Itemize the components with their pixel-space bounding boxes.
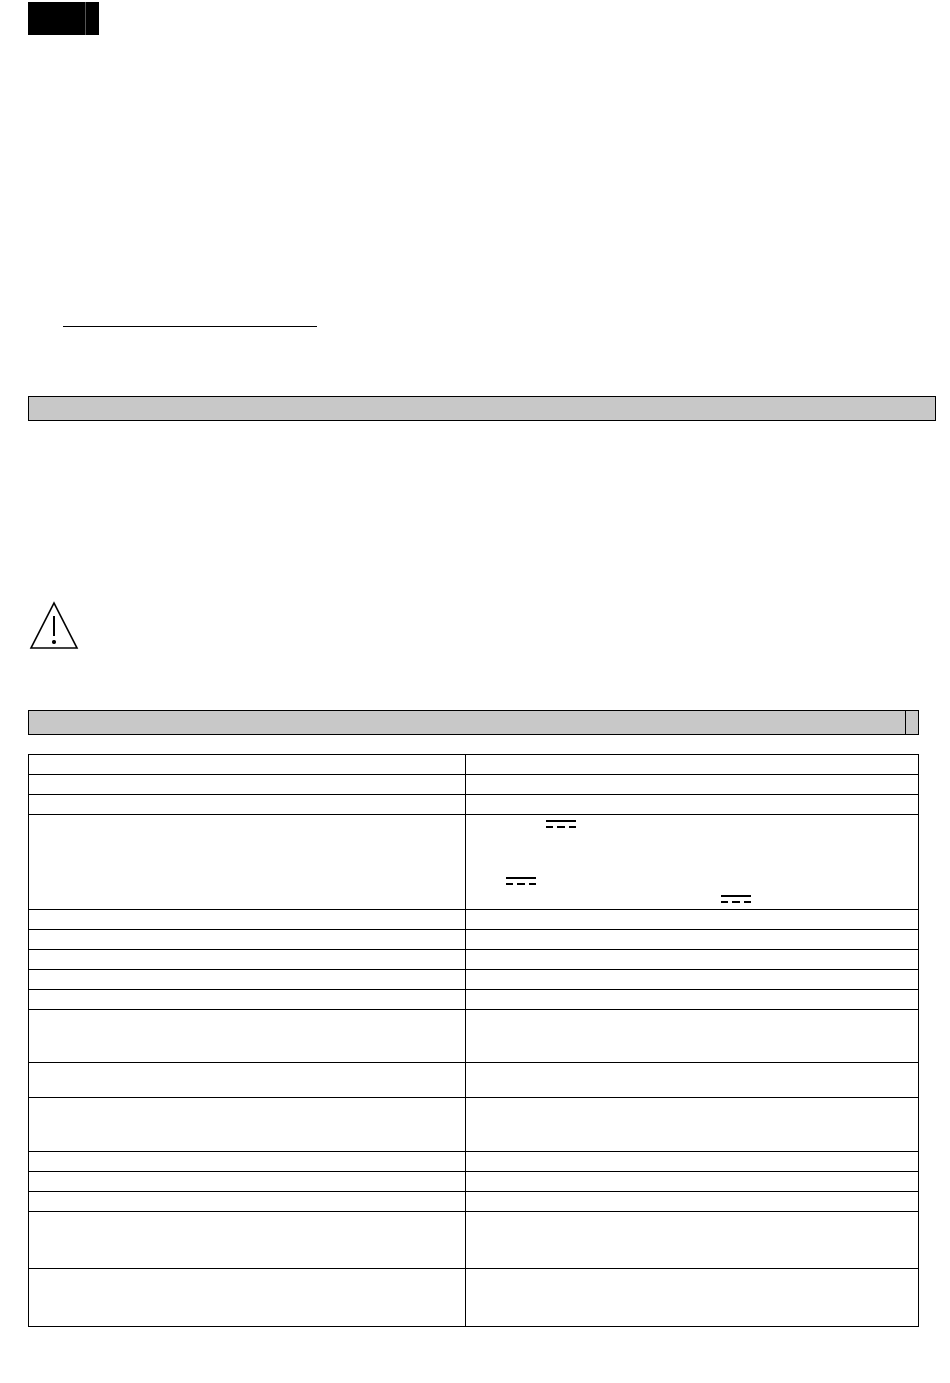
table-row [29,930,919,950]
section-header-bar [28,396,936,421]
direct-current-symbol-icon [546,819,576,829]
spec-label [29,795,466,815]
table-row [29,755,919,775]
direct-current-symbol-icon [721,894,751,904]
spec-value [466,950,919,970]
warning-triangle-icon [29,601,79,651]
spec-label [29,815,466,910]
spec-value [466,910,919,930]
spec-value [466,1098,919,1152]
spec-value [466,1063,919,1098]
spec-label [29,1010,466,1063]
spec-value [466,930,919,950]
table-row [29,1172,919,1192]
spec-value [466,1010,919,1063]
specifications-table [28,754,919,1327]
table-row [29,1192,919,1212]
table-row [29,910,919,930]
table-row [29,970,919,990]
table-row [29,1098,919,1152]
table-row [29,775,919,795]
specifications-header-bar [28,710,919,735]
page-corner-marker [28,2,99,35]
spec-value [466,1192,919,1212]
table-row [29,990,919,1010]
footnote-divider [63,326,317,327]
spec-value [466,1269,919,1327]
spec-value [466,1172,919,1192]
spec-label [29,1269,466,1327]
spec-label [29,1063,466,1098]
spec-value [466,815,919,910]
table-row [29,795,919,815]
spec-label [29,1152,466,1172]
spec-label [29,930,466,950]
table-row [29,1212,919,1269]
spec-label [29,1098,466,1152]
spec-label [29,1212,466,1269]
table-row [29,1010,919,1063]
direct-current-symbol-icon [506,876,536,886]
spec-label [29,1172,466,1192]
spec-label [29,755,466,775]
spec-label [29,910,466,930]
spec-label [29,1192,466,1212]
spec-value [466,990,919,1010]
spec-value [466,795,919,815]
spec-label [29,990,466,1010]
spec-value [466,775,919,795]
spec-value [466,970,919,990]
spec-label [29,775,466,795]
table-row [29,1269,919,1327]
table-row [29,1152,919,1172]
spec-value [466,1212,919,1269]
spec-label [29,970,466,990]
spec-label [29,950,466,970]
table-row [29,815,919,910]
table-row [29,1063,919,1098]
spec-value [466,755,919,775]
spec-value [466,1152,919,1172]
table-row [29,950,919,970]
